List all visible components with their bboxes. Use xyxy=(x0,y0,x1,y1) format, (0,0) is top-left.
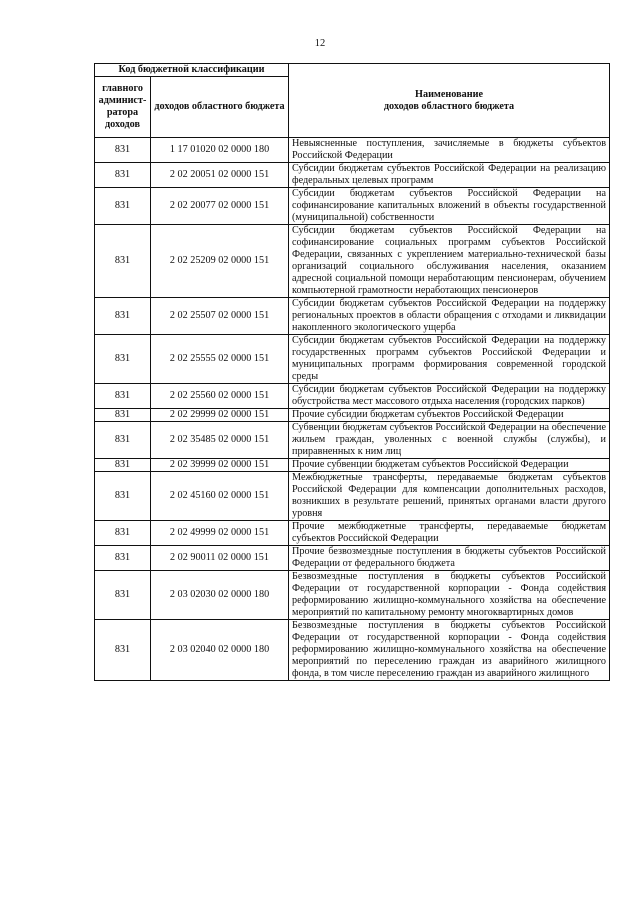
header-group-title: Код бюджетной классификации xyxy=(95,64,289,77)
income-code-cell: 1 17 01020 02 0000 180 xyxy=(151,138,289,163)
admin-code-cell: 831 xyxy=(95,138,151,163)
admin-code-cell: 831 xyxy=(95,225,151,298)
admin-code-cell: 831 xyxy=(95,384,151,409)
table-row xyxy=(95,188,610,225)
header-name-column xyxy=(289,64,610,138)
table-row xyxy=(95,472,610,521)
table-row xyxy=(95,422,610,459)
admin-code-cell: 831 xyxy=(95,546,151,571)
table-row xyxy=(95,298,610,335)
table-row xyxy=(95,409,610,422)
table-row xyxy=(95,384,610,409)
income-name-cell: Безвозмездные поступления в бюджеты субъектов Российской Федерации от государственной корпорации - Фонда содействия реформированию жилищно-коммунального хозяйства на обеспечение мероприятий по переселению граждан из аварийного жилищного фонда, в том числе переселению граждан из аварийного жилищного xyxy=(289,620,610,681)
income-name-cell: Субсидии бюджетам субъектов Российской Федерации на софинансирование капитальных вложений в объекты государственной (муниципальной) собственности xyxy=(289,188,610,225)
income-name-cell: Прочие субвенции бюджетам субъектов Российской Федерации xyxy=(289,459,610,472)
income-name-cell: Прочие безвозмездные поступления в бюджеты субъектов Российской Федерации от федерального бюджета xyxy=(289,546,610,571)
admin-code-cell: 831 xyxy=(95,188,151,225)
table-row xyxy=(95,546,610,571)
income-name-cell: Субсидии бюджетам субъектов Российской Федерации на реализацию федеральных целевых программ xyxy=(289,163,610,188)
income-name-cell: Невыясненные поступления, зачисляемые в бюджеты субъектов Российской Федерации xyxy=(289,138,610,163)
admin-code-cell: 831 xyxy=(95,422,151,459)
income-name-cell: Прочие субсидии бюджетам субъектов Российской Федерации xyxy=(289,409,610,422)
admin-code-cell: 831 xyxy=(95,472,151,521)
table-row xyxy=(95,138,610,163)
income-code-cell: 2 03 02030 02 0000 180 xyxy=(151,571,289,620)
income-name-cell: Межбюджетные трансферты, передаваемые бюджетам субъектов Российской Федерации для компенсации дополнительных расходов, возникших в результате решений, принятых органами власти другого уровня xyxy=(289,472,610,521)
admin-code-cell: 831 xyxy=(95,620,151,681)
table-header xyxy=(95,64,610,138)
table-body xyxy=(95,138,610,681)
admin-code-cell: 831 xyxy=(95,571,151,620)
table-row xyxy=(95,620,610,681)
budget-classification-table xyxy=(94,63,610,681)
table-row xyxy=(95,225,610,298)
income-code-cell: 2 02 25560 02 0000 151 xyxy=(151,384,289,409)
income-name-cell: Субсидии бюджетам субъектов Российской Федерации на поддержку государственных программ субъектов Российской Федерации и муниципальных программ формирования современной городской среды xyxy=(289,335,610,384)
table-row xyxy=(95,521,610,546)
income-code-cell: 2 02 90011 02 0000 151 xyxy=(151,546,289,571)
income-name-cell: Безвозмездные поступления в бюджеты субъектов Российской Федерации от государственной корпорации - Фонда содействия реформированию жилищно-коммунального хозяйства на обеспечение мероприятий по капитальному ремонту многоквартирных домов xyxy=(289,571,610,620)
income-code-cell: 2 02 25209 02 0000 151 xyxy=(151,225,289,298)
admin-code-cell: 831 xyxy=(95,521,151,546)
income-code-cell: 2 02 29999 02 0000 151 xyxy=(151,409,289,422)
admin-code-cell: 831 xyxy=(95,335,151,384)
income-code-cell: 2 02 25555 02 0000 151 xyxy=(151,335,289,384)
income-code-cell: 2 02 45160 02 0000 151 xyxy=(151,472,289,521)
income-name-cell: Субсидии бюджетам субъектов Российской Федерации на софинансирование социальных программ субъектов Российской Федерации, связанных с укреплением материально-технической базы организаций социального обслуживания населения, оказанием адресной социальной помощи неработающим пенсионерам, обучением компьютерной грамотности неработающих пенсионеров xyxy=(289,225,610,298)
income-name-cell: Прочие межбюджетные трансферты, передаваемые бюджетам субъектов Российской Федерации xyxy=(289,521,610,546)
page-number: 12 xyxy=(314,38,326,49)
table-row xyxy=(95,459,610,472)
admin-code-cell: 831 xyxy=(95,298,151,335)
income-code-cell: 2 02 20051 02 0000 151 xyxy=(151,163,289,188)
income-name-cell: Субвенции бюджетам субъектов Российской Федерации на обеспечение жильем граждан, уволенных с военной службы (службы), и приравненных к ним лиц xyxy=(289,422,610,459)
income-code-cell: 2 02 35485 02 0000 151 xyxy=(151,422,289,459)
income-code-cell: 2 02 25507 02 0000 151 xyxy=(151,298,289,335)
income-code-cell: 2 02 49999 02 0000 151 xyxy=(151,521,289,546)
income-code-cell: 2 02 39999 02 0000 151 xyxy=(151,459,289,472)
header-admin-column: главного админист-ратора доходов xyxy=(95,77,151,138)
admin-code-cell: 831 xyxy=(95,459,151,472)
header-code-column: доходов областного бюджета xyxy=(151,77,289,138)
income-name-cell: Субсидии бюджетам субъектов Российской Федерации на поддержку обустройства мест массового отдыха населения (городских парков) xyxy=(289,384,610,409)
header-name-line1: Наименование xyxy=(415,88,483,100)
admin-code-cell: 831 xyxy=(95,409,151,422)
income-name-cell: Субсидии бюджетам субъектов Российской Федерации на поддержку региональных проектов в области обращения с отходами и ликвидации накопленного экологического ущерба xyxy=(289,298,610,335)
table-row xyxy=(95,335,610,384)
income-code-cell: 2 03 02040 02 0000 180 xyxy=(151,620,289,681)
table-row xyxy=(95,571,610,620)
admin-code-cell: 831 xyxy=(95,163,151,188)
table-row xyxy=(95,163,610,188)
income-code-cell: 2 02 20077 02 0000 151 xyxy=(151,188,289,225)
header-name-line2: доходов областного бюджета xyxy=(383,100,515,112)
